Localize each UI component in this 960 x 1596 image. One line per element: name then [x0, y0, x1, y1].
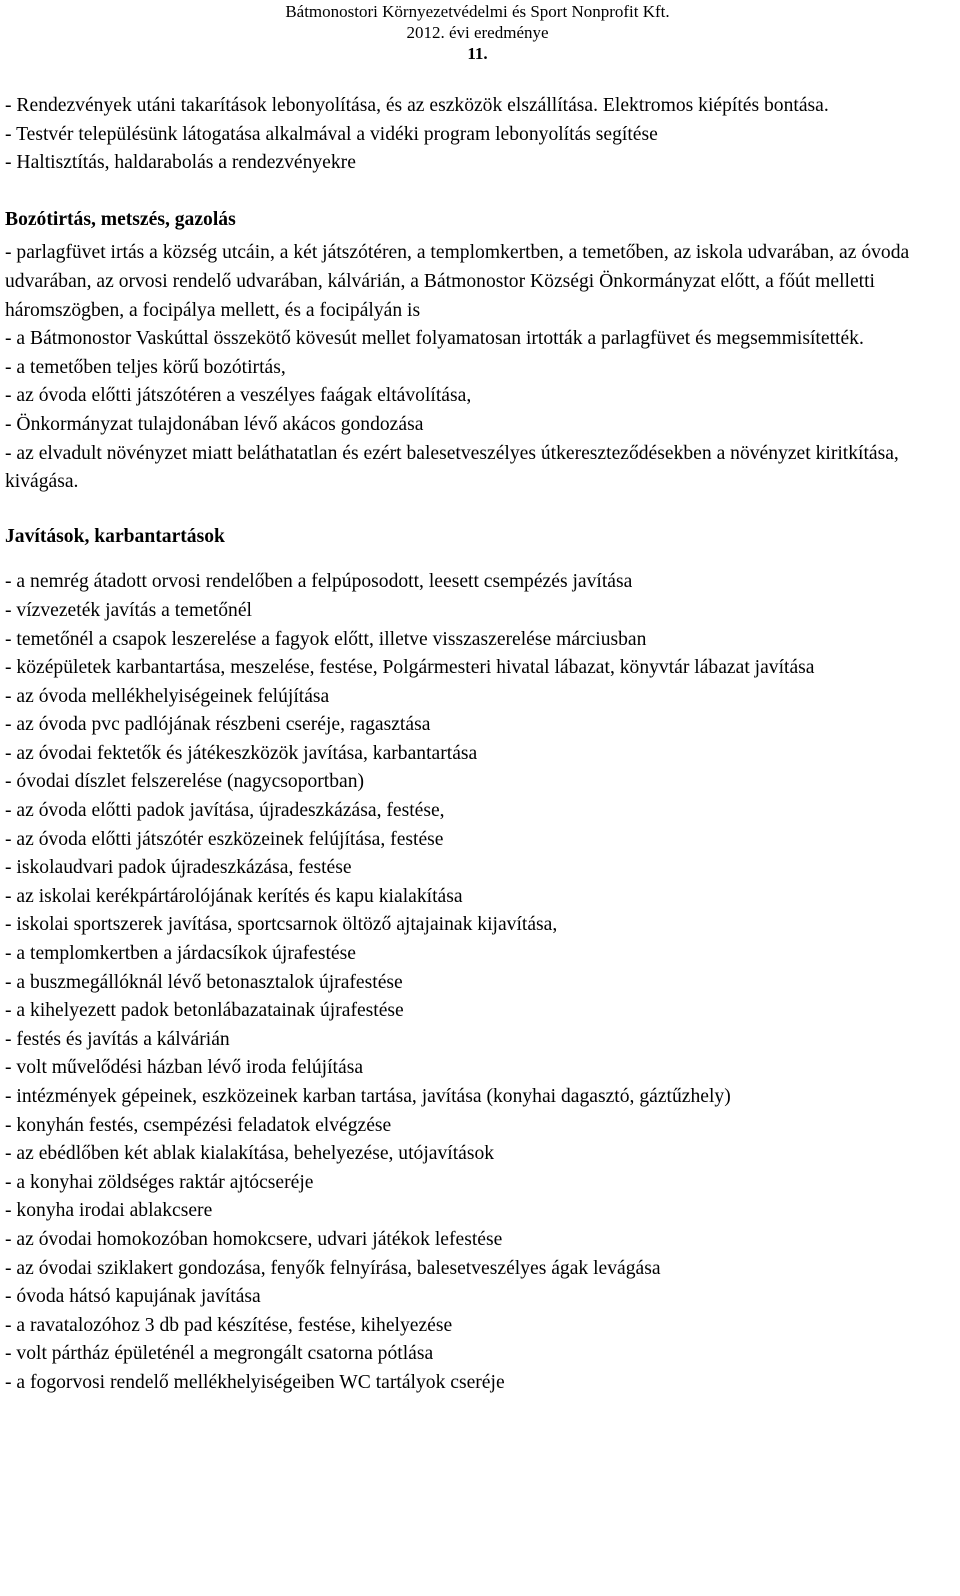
- list-item: - iskolaudvari padok újradeszkázása, festése: [5, 857, 352, 879]
- section-heading-bozotirtas: Bozótirtás, metszés, gazolás: [5, 208, 236, 230]
- list-item: - a fogorvosi rendelő mellékhelyiségeiben WC tartályok cseréje: [5, 1371, 505, 1393]
- list-item: - a buszmegállóknál lévő betonasztalok újrafestése: [5, 971, 403, 993]
- list-item: - intézmények gépeinek, eszközeinek karban tartása, javítása (konyhai dagasztó, gáztűzhely): [5, 1086, 731, 1107]
- document-body: [5, 92, 950, 1398]
- list-item: - az óvodai fektetők és játékeszközök javítása, karbantartása: [5, 742, 478, 764]
- list-item: - vízvezeték javítás a temetőnél: [5, 599, 252, 621]
- page-number: 11.: [467, 44, 488, 63]
- list-item: - az elvadult növényzet miatt beláthatatlan és ezért balesetveszélyes útkereszteződésekben a növényzet kiritkítása, kivágása.: [5, 442, 899, 493]
- list-item: - az óvoda előtti padok javítása, újradeszkázása, festése,: [5, 800, 445, 822]
- report-subtitle: 2012. évi eredménye: [406, 23, 549, 42]
- list-item: - a templomkertben a járdacsíkok újrafestése: [5, 943, 356, 965]
- list-item: - a nemrég átadott orvosi rendelőben a felpúposodott, leesett csempézés javítása: [5, 571, 633, 593]
- list-item: - a konyhai zöldséges raktár ajtócseréje: [5, 1171, 314, 1193]
- organization-name: Bátmonostori Környezetvédelmi és Sport Nonprofit Kft.: [285, 2, 670, 21]
- list-item: - temetőnél a csapok leszerelése a fagyok előtt, illetve visszaszerelése márciusban: [5, 628, 647, 650]
- intro-list: [5, 92, 950, 178]
- list-item: - Rendezvények utáni takarítások lebonyolítása, és az eszközök elszállítása. Elektromos kiépítés bontása.: [5, 95, 829, 116]
- list-item: - az óvoda mellékhelyiségeinek felújítása: [5, 685, 330, 707]
- list-item: - óvodai díszlet felszerelése (nagycsoportban): [5, 771, 365, 793]
- list-item: - Önkormányzat tulajdonában lévő akácos gondozása: [5, 413, 424, 435]
- list-item: - az óvoda előtti játszótéren a veszélyes faágak eltávolítása,: [5, 385, 472, 407]
- list-item: - konyha irodai ablakcsere: [5, 1200, 213, 1222]
- list-item: - Haltisztítás, haldarabolás a rendezvényekre: [5, 152, 356, 174]
- list-item: - az óvoda pvc padlójának részbeni cseréje, ragasztása: [5, 714, 431, 736]
- javitasok-list: [5, 568, 950, 1397]
- list-item: - parlagfüvet irtás a község utcáin, a két játszótéren, a templomkertben, a temetőben, az iskola udvarában, az óvoda udvarában, az orvosi rendelő udvarában, kálvárián, a Bátmonostor Községi Önkormányzat előtt, a főút melletti háromszögben, a focipálya mellett, és a focipályán is: [5, 242, 910, 321]
- section-heading-javitasok: Javítások, karbantartások: [5, 525, 225, 547]
- bozotirtas-list: [5, 239, 950, 496]
- list-item: - a kihelyezett padok betonlábazatainak újrafestése: [5, 1000, 404, 1022]
- list-item: - az óvodai homokozóban homokcsere, udvari játékok lefestése: [5, 1228, 503, 1250]
- list-item: - Testvér településünk látogatása alkalmával a vidéki program lebonyolítás segítése: [5, 123, 658, 145]
- document-page: [5, 0, 950, 1398]
- list-item: - a temetőben teljes körű bozótirtás,: [5, 356, 286, 378]
- list-item: - az óvoda előtti játszótér eszközeinek felújítása, festése: [5, 828, 444, 850]
- list-item: - a ravatalozóhoz 3 db pad készítése, festése, kihelyezése: [5, 1314, 453, 1336]
- list-item: - középületek karbantartása, meszelése, festése, Polgármesteri hivatal lábazat, könyvtár lábazat javítása: [5, 657, 815, 679]
- list-item: - festés és javítás a kálvárián: [5, 1028, 230, 1050]
- page-header: [5, 1, 950, 65]
- list-item: - a Bátmonostor Vaskúttal összekötő kövesút mellet folyamatosan irtották a parlagfüvet és megsemmisítették.: [5, 328, 864, 350]
- list-item: - az óvodai sziklakert gondozása, fenyők felnyírása, balesetveszélyes ágak levágása: [5, 1257, 661, 1279]
- list-item: - óvoda hátsó kapujának javítása: [5, 1286, 261, 1308]
- list-item: - volt művelődési házban lévő iroda felújítása: [5, 1057, 364, 1079]
- list-item: - az ebédlőben két ablak kialakítása, behelyezése, utójavítások: [5, 1143, 495, 1165]
- list-item: - volt pártház épületénél a megrongált csatorna pótlása: [5, 1343, 434, 1365]
- list-item: - konyhán festés, csempézési feladatok elvégzése: [5, 1114, 392, 1136]
- list-item: - iskolai sportszerek javítása, sportcsarnok öltöző ajtajainak kijavítása,: [5, 914, 558, 936]
- list-item: - az iskolai kerékpártárolójának kerítés és kapu kialakítása: [5, 885, 463, 907]
